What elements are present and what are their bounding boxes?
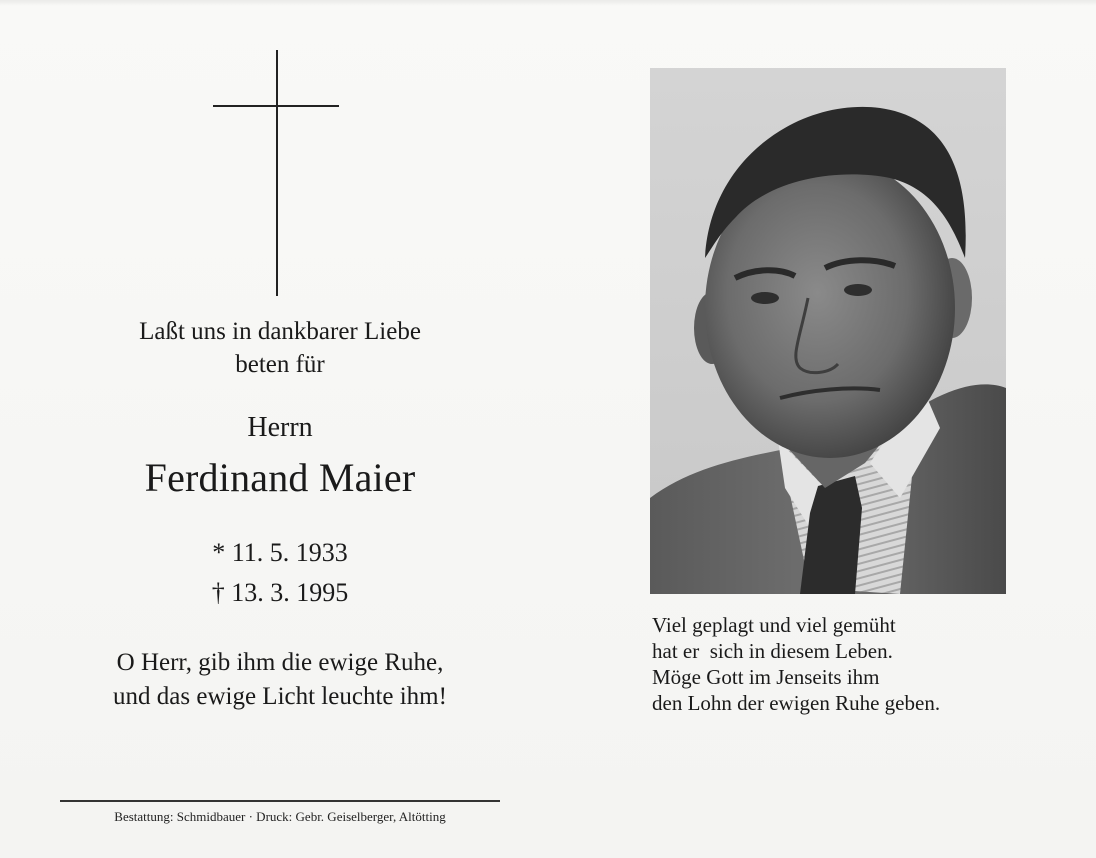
closing-prayer bbox=[40, 646, 520, 714]
prayer-intro bbox=[40, 315, 520, 381]
poem-line: hat er sich in diesem Leben. bbox=[652, 639, 893, 663]
memorial-poem bbox=[652, 612, 1052, 716]
portrait-illustration bbox=[650, 68, 1006, 594]
salutation: Herrn bbox=[247, 412, 313, 443]
cross-vertical-bar bbox=[276, 50, 278, 296]
death-date: † 13. 3. 1995 bbox=[211, 578, 349, 607]
poem-line: Möge Gott im Jenseits ihm bbox=[652, 665, 880, 689]
cross-horizontal-bar bbox=[213, 105, 339, 107]
birth-date: * 11. 5. 1933 bbox=[212, 538, 348, 567]
paper-edge-shadow bbox=[0, 0, 1096, 6]
deceased-name: Ferdinand Maier bbox=[144, 455, 416, 500]
prayer-intro-line-2: beten für bbox=[235, 351, 325, 378]
poem-line: den Lohn der ewigen Ruhe geben. bbox=[652, 691, 941, 715]
prayer-intro-line-1: Laßt uns in dankbarer Liebe bbox=[139, 318, 421, 345]
cross-icon bbox=[213, 50, 339, 296]
imprint-text: Bestattung: Schmidbauer · Druck: Gebr. Geiselberger, Altötting bbox=[114, 809, 446, 824]
portrait-photo bbox=[650, 68, 1006, 594]
closing-prayer-line-2: und das ewige Licht leuchte ihm! bbox=[113, 683, 447, 710]
imprint-divider bbox=[60, 800, 500, 802]
poem-line: Viel geplagt und viel gemüht bbox=[652, 613, 896, 637]
closing-prayer-line-1: O Herr, gib ihm die ewige Ruhe, bbox=[116, 649, 444, 676]
